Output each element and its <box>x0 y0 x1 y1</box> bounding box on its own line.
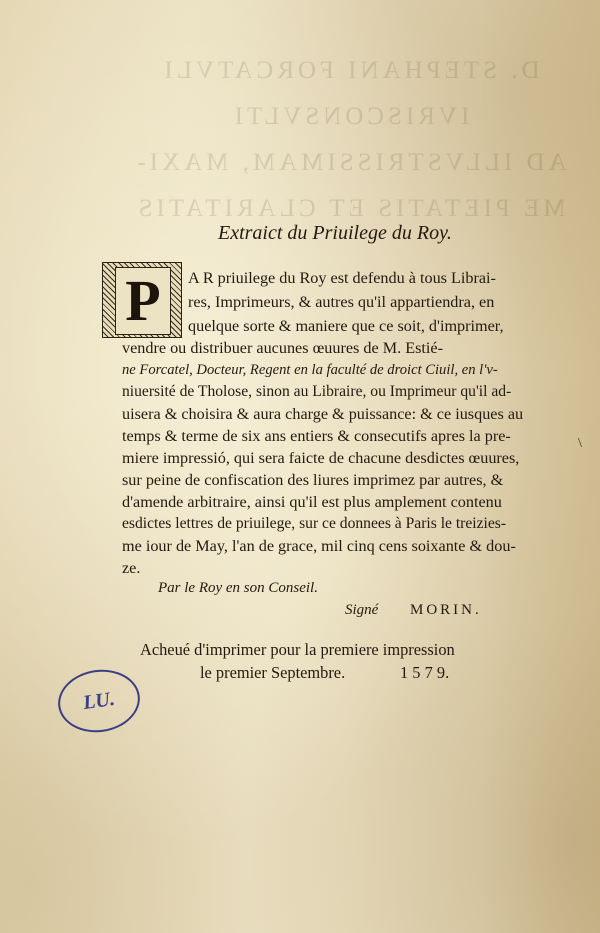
par-le-roy: Par le Roy en son Conseil. <box>158 580 318 596</box>
text-line: miere impressió, qui sera faicte de chacune desdictes œuures, <box>122 449 520 467</box>
ornamental-initial-letter: P <box>115 267 171 335</box>
ornamental-initial <box>102 262 182 338</box>
acheve-line-2: le premier Septembre. <box>200 663 346 682</box>
signe-label: Signé <box>345 602 379 618</box>
text-line: temps & terme de six ans entiers & consecutifs apres la pre- <box>122 427 511 445</box>
bleed-through-line: D. STEPHANI FORCATVLI <box>160 57 540 84</box>
bleed-through-line: AD ILLVSTRISSIMAM, MAXI- <box>133 149 567 176</box>
acheve-line-1: Acheué d'imprimer pour la premiere impression <box>140 640 455 659</box>
text-line: d'amende arbitraire, ainsi qu'il est plus amplement contenu <box>122 493 502 511</box>
page-title: Extraict du Priuilege du Roy. <box>218 222 452 244</box>
text-line: niuersité de Tholose, sinon au Libraire, ou Imprimeur qu'il ad- <box>122 383 512 400</box>
text-line: quelque sorte & maniere que ce soit, d'imprimer, <box>188 317 504 335</box>
text-line: vendre ou distribuer aucunes œuures de M. Estié- <box>122 339 443 357</box>
bleed-through-line: IVRISCONSVLTI <box>230 103 470 130</box>
text-line: sur peine de confiscation des liures imprimez par autres, & <box>122 471 504 489</box>
library-stamp-text: LU. <box>81 687 117 714</box>
text-line: res, Imprimeurs, & autres qu'il appartiendra, en <box>188 293 495 311</box>
text-line: ze. <box>122 559 141 577</box>
year: 1 5 7 9. <box>400 663 450 682</box>
text-line: ne Forcatel, Docteur, Regent en la faculté de droict Ciuil, en l'v- <box>122 362 498 378</box>
signe-name: MORIN. <box>410 602 482 618</box>
text-line: A R priuilege du Roy est defendu à tous Librai- <box>188 269 496 287</box>
text-line: uisera & choisira & aura charge & puissance: & ce iusques au <box>122 405 524 423</box>
text-line: me iour de May, l'an de grace, mil cinq cens soixante & dou- <box>122 537 516 555</box>
library-stamp <box>54 665 144 738</box>
bleed-through-line: ME PIETATIS ET CLARITATIS <box>134 195 566 222</box>
margin-mark: \ <box>578 436 582 451</box>
text-line: esdictes lettres de priuilege, sur ce donnees à Paris le treizies- <box>122 515 507 532</box>
